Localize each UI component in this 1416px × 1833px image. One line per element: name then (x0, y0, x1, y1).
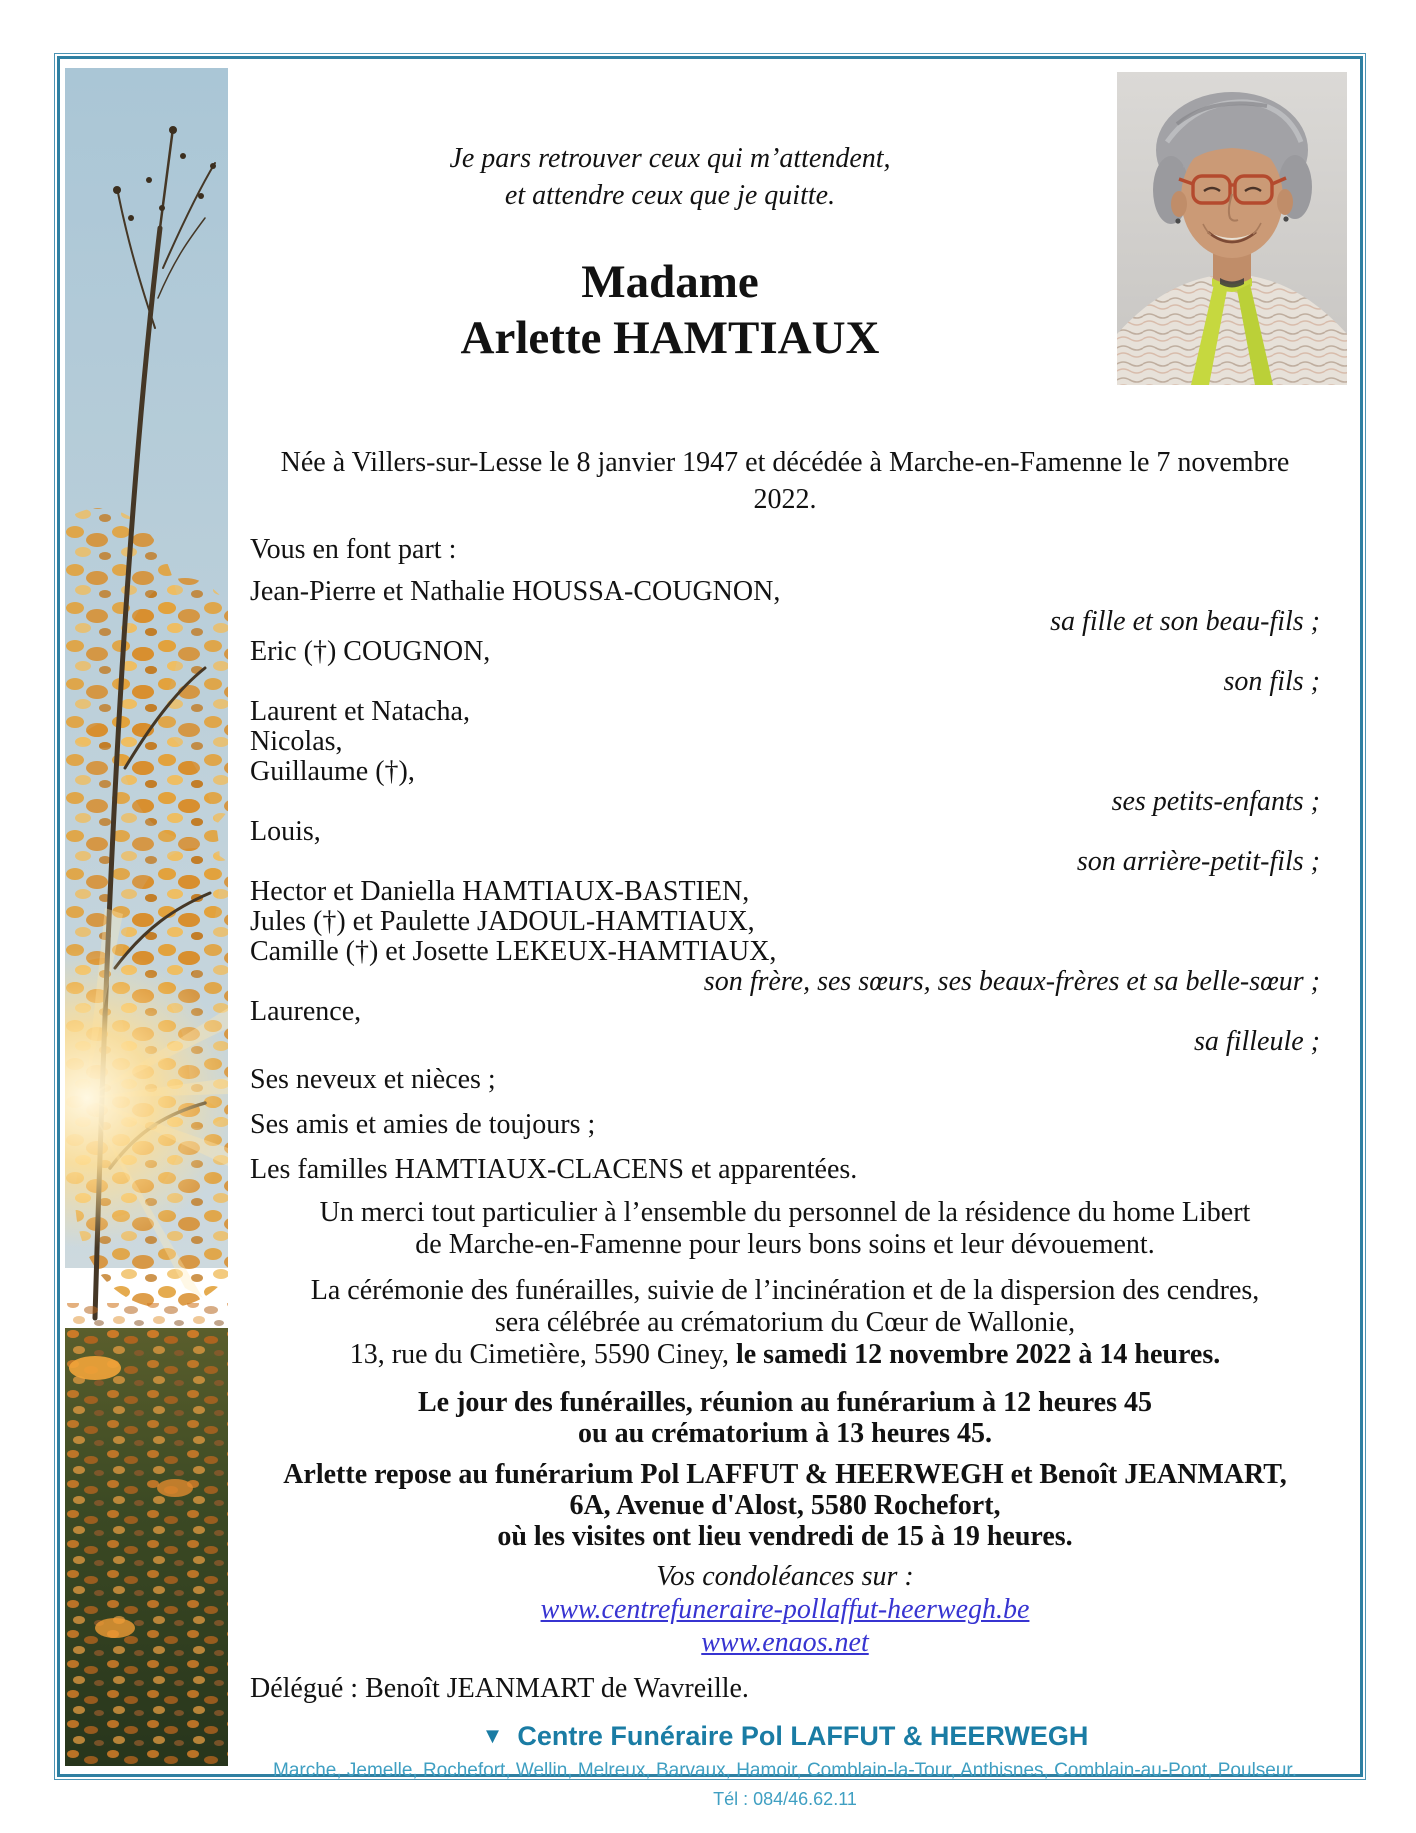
condolences-link-funeraire[interactable]: www.centrefuneraire-pollaffut-heerwegh.be (540, 1594, 1030, 1625)
ceremony-address: 13, rue du Cimetière, 5590 Ciney, (349, 1339, 736, 1370)
funeral-home-phone: Tél : 084/46.62.11 (713, 1789, 857, 1809)
relation-label: sa fille et son beau-fils ; (1050, 606, 1320, 637)
relation-label: son arrière-petit-fils ; (1076, 846, 1320, 877)
card-body (250, 68, 1320, 1810)
relation-label: son frère, ses sœurs, ses beaux-frères et sa belle-sœur ; (703, 966, 1320, 997)
reunion-line-2: ou au crématorium à 13 heures 45. (578, 1418, 992, 1449)
epitaph-line-2: et attendre ceux que je quitte. (504, 180, 836, 211)
ceremony-datetime: le samedi 12 novembre 2022 à 14 heures. (735, 1339, 1221, 1370)
family-name-line: Louis, (250, 816, 321, 847)
epitaph (250, 140, 1090, 214)
thanks-line-1: Un merci tout particulier à l’ensemble du personnel de la résidence du home Libert (319, 1197, 1251, 1228)
ceremony-paragraph (250, 1275, 1320, 1371)
deceased-title-block (250, 254, 1090, 366)
family-name-line: Jules (†) et Paulette JADOUL-HAMTIAUX, (250, 906, 755, 937)
condolences-link-enaos[interactable]: www.enaos.net (701, 1627, 869, 1658)
repose-line-2: 6A, Avenue d'Alost, 5580 Rochefort, (569, 1490, 1001, 1521)
deceased-honorific: Madame (581, 256, 759, 308)
epitaph-line-1: Je pars retrouver ceux qui m’attendent, (449, 143, 891, 174)
repose-line-3: où les visites ont lieu vendredi de 15 à 19 heures. (497, 1521, 1073, 1552)
ceremony-line-1: La cérémonie des funérailles, suivie de l’incinération et de la dispersion des cendres, (310, 1275, 1260, 1306)
delegate-line: Délégué : Benoît JEANMART de Wavreille. (250, 1673, 749, 1704)
family-name-line: Laurent et Natacha, (250, 696, 470, 727)
family-name-line: Hector et Daniella HAMTIAUX-BASTIEN, (250, 876, 750, 907)
thanks-paragraph (250, 1197, 1320, 1261)
family-name-line: Nicolas, (250, 726, 343, 757)
repose-paragraph (250, 1459, 1320, 1552)
family-extra-line: Ses amis et amies de toujours ; (250, 1109, 596, 1140)
ceremony-line-3 (250, 1339, 1320, 1371)
family-name-line: Camille (†) et Josette LEKEUX-HAMTIAUX, (250, 936, 777, 967)
repose-line-1: Arlette repose au funérarium Pol LAFFUT & HEERWEGH et Benoît JEANMART, (283, 1459, 1287, 1490)
relation-label: sa filleule ; (1194, 1026, 1320, 1057)
family-name-line: Laurence, (250, 996, 362, 1027)
deceased-name: Arlette HAMTIAUX (460, 312, 880, 364)
life-dates-line: Née à Villers-sur-Lesse le 8 janvier 1947 et décédée à Marche-en-Famenne le 7 novembre 2022. (280, 447, 1290, 515)
autumn-trees-photo (65, 68, 228, 1766)
triangle-down-icon: ▼ (481, 1723, 504, 1748)
thanks-line-2: de Marche-en-Famenne pour leurs bons soins et leur dévouement. (415, 1229, 1155, 1260)
family-extra-line: Ses neveux et nièces ; (250, 1064, 496, 1095)
family-name-line: Jean-Pierre et Nathalie HOUSSA-COUGNON, (250, 576, 781, 607)
family-list (250, 577, 1320, 1057)
family-name-line: Eric (†) COUGNON, (250, 636, 491, 667)
funeral-home-cities: Marche, Jemelle, Rochefort, Wellin, Melreux, Barvaux, Hamoir, Comblain-la-Tour, Anthisnes, Comblain-au-Pont, Poulseur. (273, 1760, 1297, 1781)
announcement-intro: Vous en font part : (250, 534, 457, 565)
reunion-line-1: Le jour des funérailles, réunion au funérarium à 12 heures 45 (418, 1387, 1152, 1418)
funeral-home-name: Centre Funéraire Pol LAFFUT & HEERWEGH (517, 1721, 1089, 1751)
condolences-label: Vos condoléances sur : (656, 1561, 914, 1592)
family-extra-line: Les familles HAMTIAUX-CLACENS et apparentées. (250, 1154, 858, 1185)
relation-label: son fils ; (1223, 666, 1320, 697)
reunion-paragraph (250, 1387, 1320, 1449)
funeral-home-brand (250, 1718, 1320, 1754)
condolences-block (250, 1560, 1320, 1659)
family-name-line: Guillaume (†), (250, 756, 415, 787)
relation-label: ses petits-enfants ; (1111, 786, 1320, 817)
ceremony-line-2: sera célébrée au crématorium du Cœur de Wallonie, (494, 1307, 1076, 1338)
